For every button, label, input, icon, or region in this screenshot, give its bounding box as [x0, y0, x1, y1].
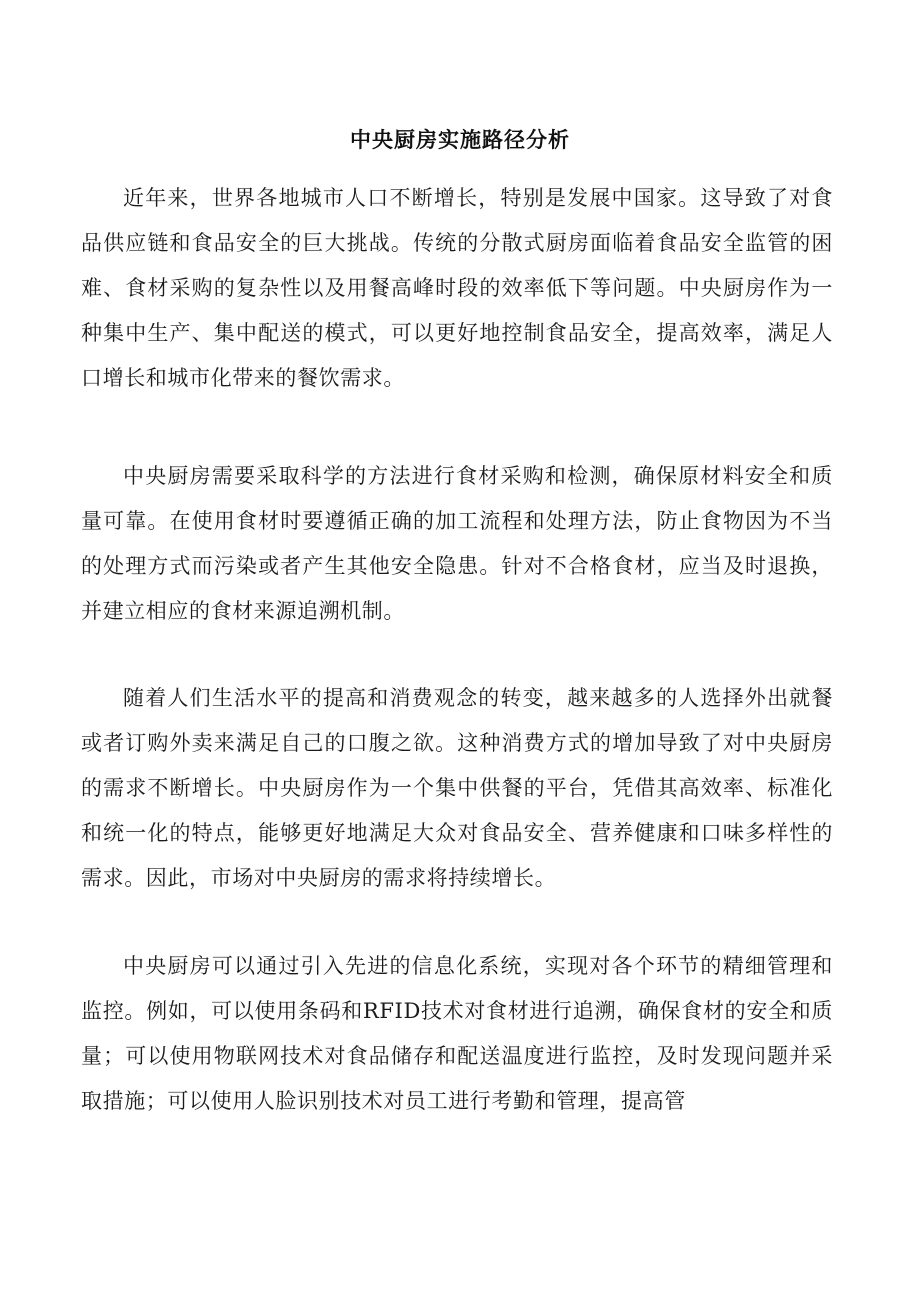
- paragraph-procurement: 中央厨房需要采取科学的方法进行食材采购和检测，确保原材料安全和质量可靠。在使用食材时要遵循正确的加工流程和处理方法，防止食物因为不当的处理方式而污染或者产生其他安全隐患。针对不合格食材，应当及时退换，并建立相应的食材来源追溯机制。: [81, 464, 833, 623]
- page-title: 中央厨房实施路径分析: [350, 128, 570, 152]
- paragraph-market-demand: 随着人们生活水平的提高和消费观念的转变，越来越多的人选择外出就餐或者订购外卖来满足自己的口腹之欲。这种消费方式的增加导致了对中央厨房的需求不断增长。中央厨房作为一个集中供餐的平台，凭借其高效率、标准化和统一化的特点，能够更好地满足大众对食品安全、营养健康和口味多样性的需求。因此，市场对中央厨房的需求将持续增长。: [81, 686, 833, 890]
- paragraph-information-systems: 中央厨房可以通过引入先进的信息化系统，实现对各个环节的精细管理和监控。例如，可以使用条码和RFID技术对食材进行追溯，确保食材的安全和质量；可以使用物联网技术对食品储存和配送温度进行监控，及时发现问题并采取措施；可以使用人脸识别技术对员工进行考勤和管理，提高管: [81, 954, 833, 1113]
- paragraph-urbanization: 近年来，世界各地城市人口不断增长，特别是发展中国家。这导致了对食品供应链和食品安全的巨大挑战。传统的分散式厨房面临着食品安全监管的困难、食材采购的复杂性以及用餐高峰时段的效率低下等问题。中央厨房作为一种集中生产、集中配送的模式，可以更好地控制食品安全，提高效率，满足人口增长和城市化带来的餐饮需求。: [81, 186, 833, 390]
